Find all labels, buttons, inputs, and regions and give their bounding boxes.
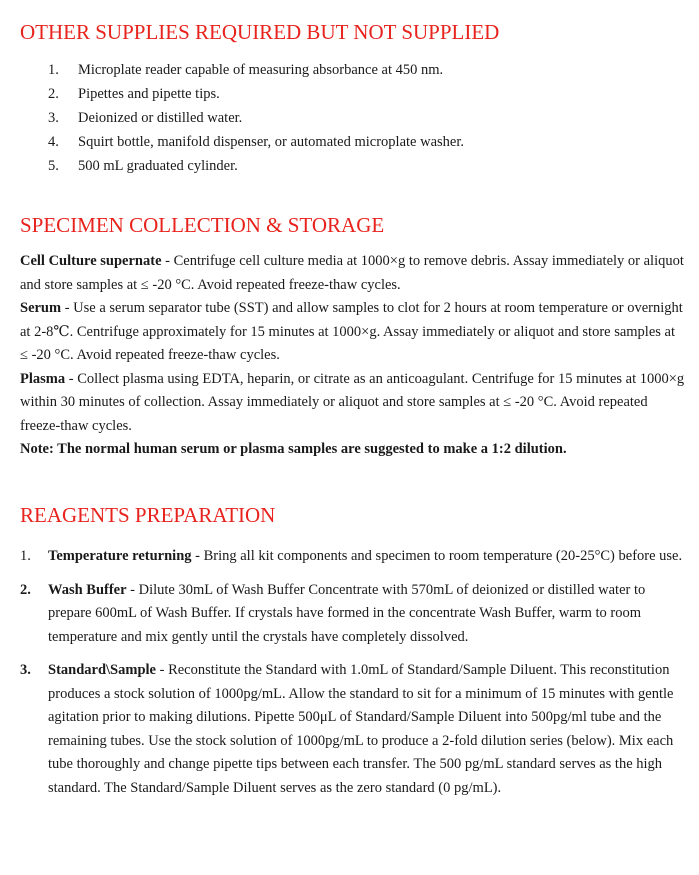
reagent-term: Wash Buffer [48, 581, 127, 598]
list-item-text: Deionized or distilled water. [78, 110, 243, 126]
list-item [0, 58, 464, 82]
reagent-text: - Bring all kit components and specimen to room temperature (20-25°C) before use. [191, 548, 683, 564]
list-item [0, 659, 686, 800]
list-item-number: 2. [20, 581, 31, 598]
specimen-paragraph-cell-culture [20, 250, 685, 297]
reagent-term: Standard\Sample [48, 662, 156, 678]
specimen-heading: SPECIMEN COLLECTION & STORAGE [20, 213, 385, 237]
list-item-text: Pipettes and pipette tips. [78, 86, 220, 102]
list-item [0, 579, 686, 650]
list-item-text: Microplate reader capable of measuring absorbance at 450 nm. [78, 62, 444, 78]
list-item-number: 3. [48, 110, 59, 126]
specimen-body [20, 250, 685, 462]
specimen-text: - Centrifuge cell culture media at 1000×g to remove debris. Assay immediately or aliquot and store samples at ≤ -20 °C. Avoid repeated freeze-thaw cycles. [20, 253, 684, 293]
list-item-number: 5. [48, 158, 59, 174]
list-item-number: 1. [48, 62, 59, 78]
list-item-text: 500 mL graduated cylinder. [78, 158, 238, 174]
reagent-term: Temperature returning [48, 548, 192, 564]
supplies-heading: OTHER SUPPLIES REQUIRED BUT NOT SUPPLIED [20, 20, 500, 44]
list-item [0, 545, 686, 569]
specimen-paragraph-plasma [20, 368, 685, 439]
specimen-text: - Use a serum separator tube (SST) and allow samples to clot for 2 hours at room temperature or overnight at 2-8℃. Centrifuge approximately for 15 minutes at 1000×g. Assay immediately or aliquot and store samples at ≤ -20 °C. Avoid repeated freeze-thaw cycles. [20, 300, 683, 363]
list-item [0, 82, 464, 106]
list-item-number: 2. [48, 86, 59, 102]
list-item [0, 154, 464, 178]
list-item-number: 3. [20, 662, 31, 678]
specimen-note-text: Note: The normal human serum or plasma samples are suggested to make a 1:2 dilution. [20, 441, 567, 457]
list-item-number: 4. [48, 134, 59, 150]
list-item-text: Squirt bottle, manifold dispenser, or automated microplate washer. [78, 134, 464, 150]
specimen-term: Serum [20, 300, 62, 316]
specimen-term: Plasma [20, 370, 66, 387]
reagents-heading: REAGENTS PREPARATION [20, 503, 276, 527]
specimen-text: - Collect plasma using EDTA, heparin, or citrate as an anticoagulant. Centrifuge for 15 minutes at 1000×g within 30 minutes of collection. Assay immediately or aliquot and store samples at ≤ -20 °C. Avoid repeated freeze-thaw cycles. [20, 370, 685, 434]
specimen-term: Cell Culture supernate [20, 253, 162, 269]
list-item [0, 130, 464, 154]
specimen-note [20, 438, 685, 462]
specimen-paragraph-serum [20, 297, 685, 368]
list-item-number: 1. [20, 548, 31, 564]
reagent-text: - Reconstitute the Standard with 1.0mL of Standard/Sample Diluent. This reconstitution produces a stock solution of 1000pg/mL. Allow the standard to sit for a minimum of 15 minutes with gentle agitation prior to making dilutions. Pipette 500μL of Standard/Sample Diluent into 500pg/ml tube and the remaining tubes. Use the stock solution of 1000pg/mL to produce a 2-fold dilution series (below). Mix each tube thoroughly and change pipette tips between each transfer. The 500 pg/mL standard serves as the high standard. The Standard/Sample Diluent serves as the zero standard (0 pg/mL). [48, 662, 674, 796]
supplies-list [0, 58, 464, 178]
reagents-list [0, 545, 699, 800]
list-item [0, 106, 464, 130]
reagent-text: - Dilute 30mL of Wash Buffer Concentrate with 570mL of deionized or distilled water to prepare 600mL of Wash Buffer. If crystals have formed in the concentrate Wash Buffer, warm to room temperature and mix gently until the crystals have completely dissolved. [48, 581, 646, 645]
